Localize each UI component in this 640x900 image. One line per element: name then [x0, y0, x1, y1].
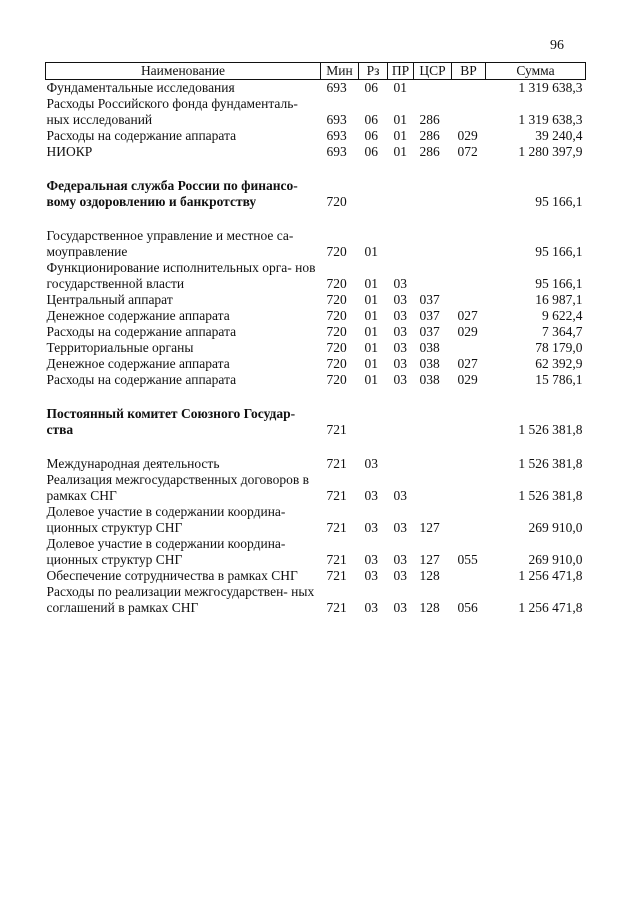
cell-min: 720 — [326, 292, 347, 307]
cell-name: Долевое участие в содержании координа- ционных структур СНГ — [46, 536, 286, 567]
cell-sum: 269 910,0 — [528, 520, 583, 535]
budget-table-container — [45, 62, 585, 616]
cell-name: Функционирование исполнительных орга- нов государственной власти — [46, 260, 316, 291]
cell-min: 721 — [326, 600, 347, 615]
cell-sum: 1 256 471,8 — [518, 600, 583, 615]
cell-rz — [359, 406, 388, 438]
cell-csr — [414, 178, 452, 210]
cell-rz: 06 — [364, 112, 378, 127]
cell-sum: 95 166,1 — [535, 244, 583, 259]
table-row — [46, 536, 586, 568]
spacer-row — [46, 160, 586, 178]
header-vr: ВР — [452, 63, 486, 80]
cell-rz: 01 — [364, 324, 378, 339]
cell-pr — [388, 178, 414, 210]
table-row — [46, 96, 586, 128]
cell-pr: 03 — [393, 600, 407, 615]
cell-pr: 03 — [393, 308, 407, 323]
table-row — [46, 372, 586, 388]
cell-name: Денежное содержание аппарата — [46, 356, 230, 371]
table-row — [46, 228, 586, 260]
cell-name: Международная деятельность — [46, 456, 220, 471]
spacer-cell — [46, 438, 586, 456]
cell-vr — [452, 406, 486, 438]
cell-sum: 1 256 471,8 — [518, 568, 583, 583]
cell-vr — [452, 96, 486, 128]
cell-rz: 01 — [364, 292, 378, 307]
cell-rz: 06 — [364, 128, 378, 143]
table-row — [46, 584, 586, 616]
cell-vr: 029 — [457, 128, 478, 143]
cell-pr: 01 — [393, 112, 407, 127]
cell-vr: 027 — [457, 308, 478, 323]
header-rz: Рз — [359, 63, 388, 80]
cell-sum: 1 526 381,8 — [518, 456, 583, 471]
cell-name: Расходы на содержание аппарата — [46, 324, 237, 339]
cell-sum: 16 987,1 — [535, 292, 583, 307]
header-sum: Сумма — [486, 63, 586, 80]
cell-name: Расходы Российского фонда фундаменталь- ных исследований — [46, 96, 298, 127]
table-row — [46, 292, 586, 308]
cell-vr — [452, 228, 486, 260]
cell-sum: 1 526 381,8 — [518, 422, 583, 437]
cell-vr — [452, 340, 486, 356]
cell-rz — [359, 178, 388, 210]
cell-sum: 9 622,4 — [542, 308, 583, 323]
cell-sum: 1 280 397,9 — [518, 144, 583, 159]
table-row — [46, 356, 586, 372]
table-row — [46, 178, 586, 210]
cell-name: Территориальные органы — [46, 340, 194, 355]
cell-sum: 78 179,0 — [535, 340, 583, 355]
cell-vr: 056 — [457, 600, 478, 615]
cell-vr — [452, 260, 486, 292]
cell-min: 693 — [326, 144, 347, 159]
spacer-cell — [46, 388, 586, 406]
cell-csr: 286 — [419, 144, 440, 159]
cell-min: 720 — [326, 356, 347, 371]
cell-csr: 037 — [419, 324, 440, 339]
cell-vr — [452, 456, 486, 472]
cell-vr — [452, 292, 486, 308]
spacer-cell — [46, 160, 586, 178]
cell-min: 721 — [326, 422, 347, 437]
cell-name: НИОКР — [46, 144, 93, 159]
cell-pr: 03 — [393, 292, 407, 307]
cell-pr: 03 — [393, 488, 407, 503]
cell-pr: 03 — [393, 340, 407, 355]
table-body — [46, 80, 586, 617]
spacer-row — [46, 210, 586, 228]
cell-vr — [452, 504, 486, 536]
header-csr: ЦСР — [414, 63, 452, 80]
cell-sum: 1 319 638,3 — [518, 80, 583, 95]
cell-sum: 95 166,1 — [535, 194, 583, 209]
cell-rz: 03 — [364, 600, 378, 615]
cell-rz: 06 — [364, 80, 378, 95]
cell-min: 720 — [326, 340, 347, 355]
table-row — [46, 308, 586, 324]
cell-rz: 03 — [364, 456, 378, 471]
cell-min: 720 — [326, 244, 347, 259]
table-row — [46, 324, 586, 340]
budget-table — [45, 62, 586, 616]
cell-rz: 01 — [364, 356, 378, 371]
cell-vr: 029 — [457, 372, 478, 387]
cell-min: 720 — [326, 324, 347, 339]
cell-pr: 03 — [393, 276, 407, 291]
cell-min: 693 — [326, 128, 347, 143]
cell-vr: 055 — [457, 552, 478, 567]
cell-min: 720 — [326, 276, 347, 291]
cell-rz: 03 — [364, 520, 378, 535]
cell-name: Государственное управление и местное са- моуправление — [46, 228, 294, 259]
cell-pr: 03 — [393, 372, 407, 387]
header-pr: ПР — [388, 63, 414, 80]
cell-rz: 01 — [364, 340, 378, 355]
cell-sum: 62 392,9 — [535, 356, 583, 371]
cell-name: Расходы на содержание аппарата — [46, 372, 237, 387]
cell-sum: 39 240,4 — [535, 128, 583, 143]
cell-csr — [414, 260, 452, 292]
cell-name: Обеспечение сотрудничества в рамках СНГ — [46, 568, 298, 583]
cell-pr: 03 — [393, 324, 407, 339]
cell-sum: 7 364,7 — [542, 324, 583, 339]
cell-pr — [388, 228, 414, 260]
table-row — [46, 456, 586, 472]
cell-sum: 1 526 381,8 — [518, 488, 583, 503]
cell-min: 693 — [326, 80, 347, 95]
cell-rz: 01 — [364, 372, 378, 387]
cell-vr — [452, 568, 486, 584]
cell-name: Долевое участие в содержании координа- ционных структур СНГ — [46, 504, 286, 535]
cell-rz: 01 — [364, 276, 378, 291]
table-row — [46, 568, 586, 584]
table-header-row — [46, 63, 586, 80]
table-row — [46, 504, 586, 536]
cell-name: Реализация межгосударственных договоров в рамках СНГ — [46, 472, 309, 503]
cell-vr — [452, 80, 486, 97]
table-row — [46, 128, 586, 144]
cell-csr — [414, 472, 452, 504]
cell-csr: 286 — [419, 128, 440, 143]
table-row — [46, 80, 586, 97]
cell-min: 720 — [326, 194, 347, 209]
table-row — [46, 472, 586, 504]
cell-min: 721 — [326, 568, 347, 583]
cell-pr: 01 — [393, 144, 407, 159]
cell-csr — [414, 456, 452, 472]
page-number: 96 — [550, 38, 564, 53]
cell-csr — [414, 80, 452, 97]
cell-min: 721 — [326, 488, 347, 503]
cell-rz: 03 — [364, 488, 378, 503]
cell-vr — [452, 472, 486, 504]
table-row — [46, 340, 586, 356]
table-row — [46, 260, 586, 292]
header-name: Наименование — [46, 63, 321, 80]
cell-min: 721 — [326, 520, 347, 535]
cell-vr: 029 — [457, 324, 478, 339]
cell-name: Расходы на содержание аппарата — [46, 128, 237, 143]
cell-name: Фундаментальные исследования — [46, 80, 235, 95]
cell-pr — [388, 406, 414, 438]
cell-rz: 03 — [364, 568, 378, 583]
cell-csr: 128 — [419, 568, 440, 583]
cell-csr: 037 — [419, 292, 440, 307]
cell-name: Центральный аппарат — [46, 292, 173, 307]
header-min: Мин — [321, 63, 359, 80]
table-row — [46, 406, 586, 438]
cell-pr — [388, 456, 414, 472]
cell-sum: 95 166,1 — [535, 276, 583, 291]
cell-name: Денежное содержание аппарата — [46, 308, 230, 323]
cell-pr: 01 — [393, 80, 407, 95]
cell-csr: 128 — [419, 600, 440, 615]
cell-rz: 03 — [364, 552, 378, 567]
spacer-row — [46, 438, 586, 456]
cell-min: 721 — [326, 456, 347, 471]
cell-min: 720 — [326, 308, 347, 323]
cell-pr: 01 — [393, 128, 407, 143]
cell-pr: 03 — [393, 520, 407, 535]
cell-csr: 038 — [419, 372, 440, 387]
cell-csr: 038 — [419, 356, 440, 371]
cell-csr: 037 — [419, 308, 440, 323]
cell-name: Постоянный комитет Союзного Государ- ства — [46, 406, 296, 437]
cell-min: 693 — [326, 112, 347, 127]
cell-csr: 127 — [419, 520, 440, 535]
cell-name: Федеральная служба России по финансо- вому оздоровлению и банкротству — [46, 178, 298, 209]
cell-rz: 01 — [364, 308, 378, 323]
cell-csr — [414, 406, 452, 438]
spacer-row — [46, 388, 586, 406]
cell-csr: 127 — [419, 552, 440, 567]
cell-min: 720 — [326, 372, 347, 387]
cell-sum: 1 319 638,3 — [518, 112, 583, 127]
cell-csr — [414, 228, 452, 260]
cell-rz: 01 — [364, 244, 378, 259]
table-row — [46, 144, 586, 160]
cell-csr: 286 — [419, 112, 440, 127]
cell-csr: 038 — [419, 340, 440, 355]
spacer-cell — [46, 210, 586, 228]
cell-pr: 03 — [393, 568, 407, 583]
cell-vr — [452, 178, 486, 210]
cell-min: 721 — [326, 552, 347, 567]
cell-vr: 027 — [457, 356, 478, 371]
cell-pr: 03 — [393, 552, 407, 567]
cell-pr: 03 — [393, 356, 407, 371]
cell-rz: 06 — [364, 144, 378, 159]
cell-sum: 269 910,0 — [528, 552, 583, 567]
cell-name: Расходы по реализации межгосударствен- ных соглашений в рамках СНГ — [46, 584, 315, 615]
cell-vr: 072 — [457, 144, 478, 159]
cell-sum: 15 786,1 — [535, 372, 583, 387]
